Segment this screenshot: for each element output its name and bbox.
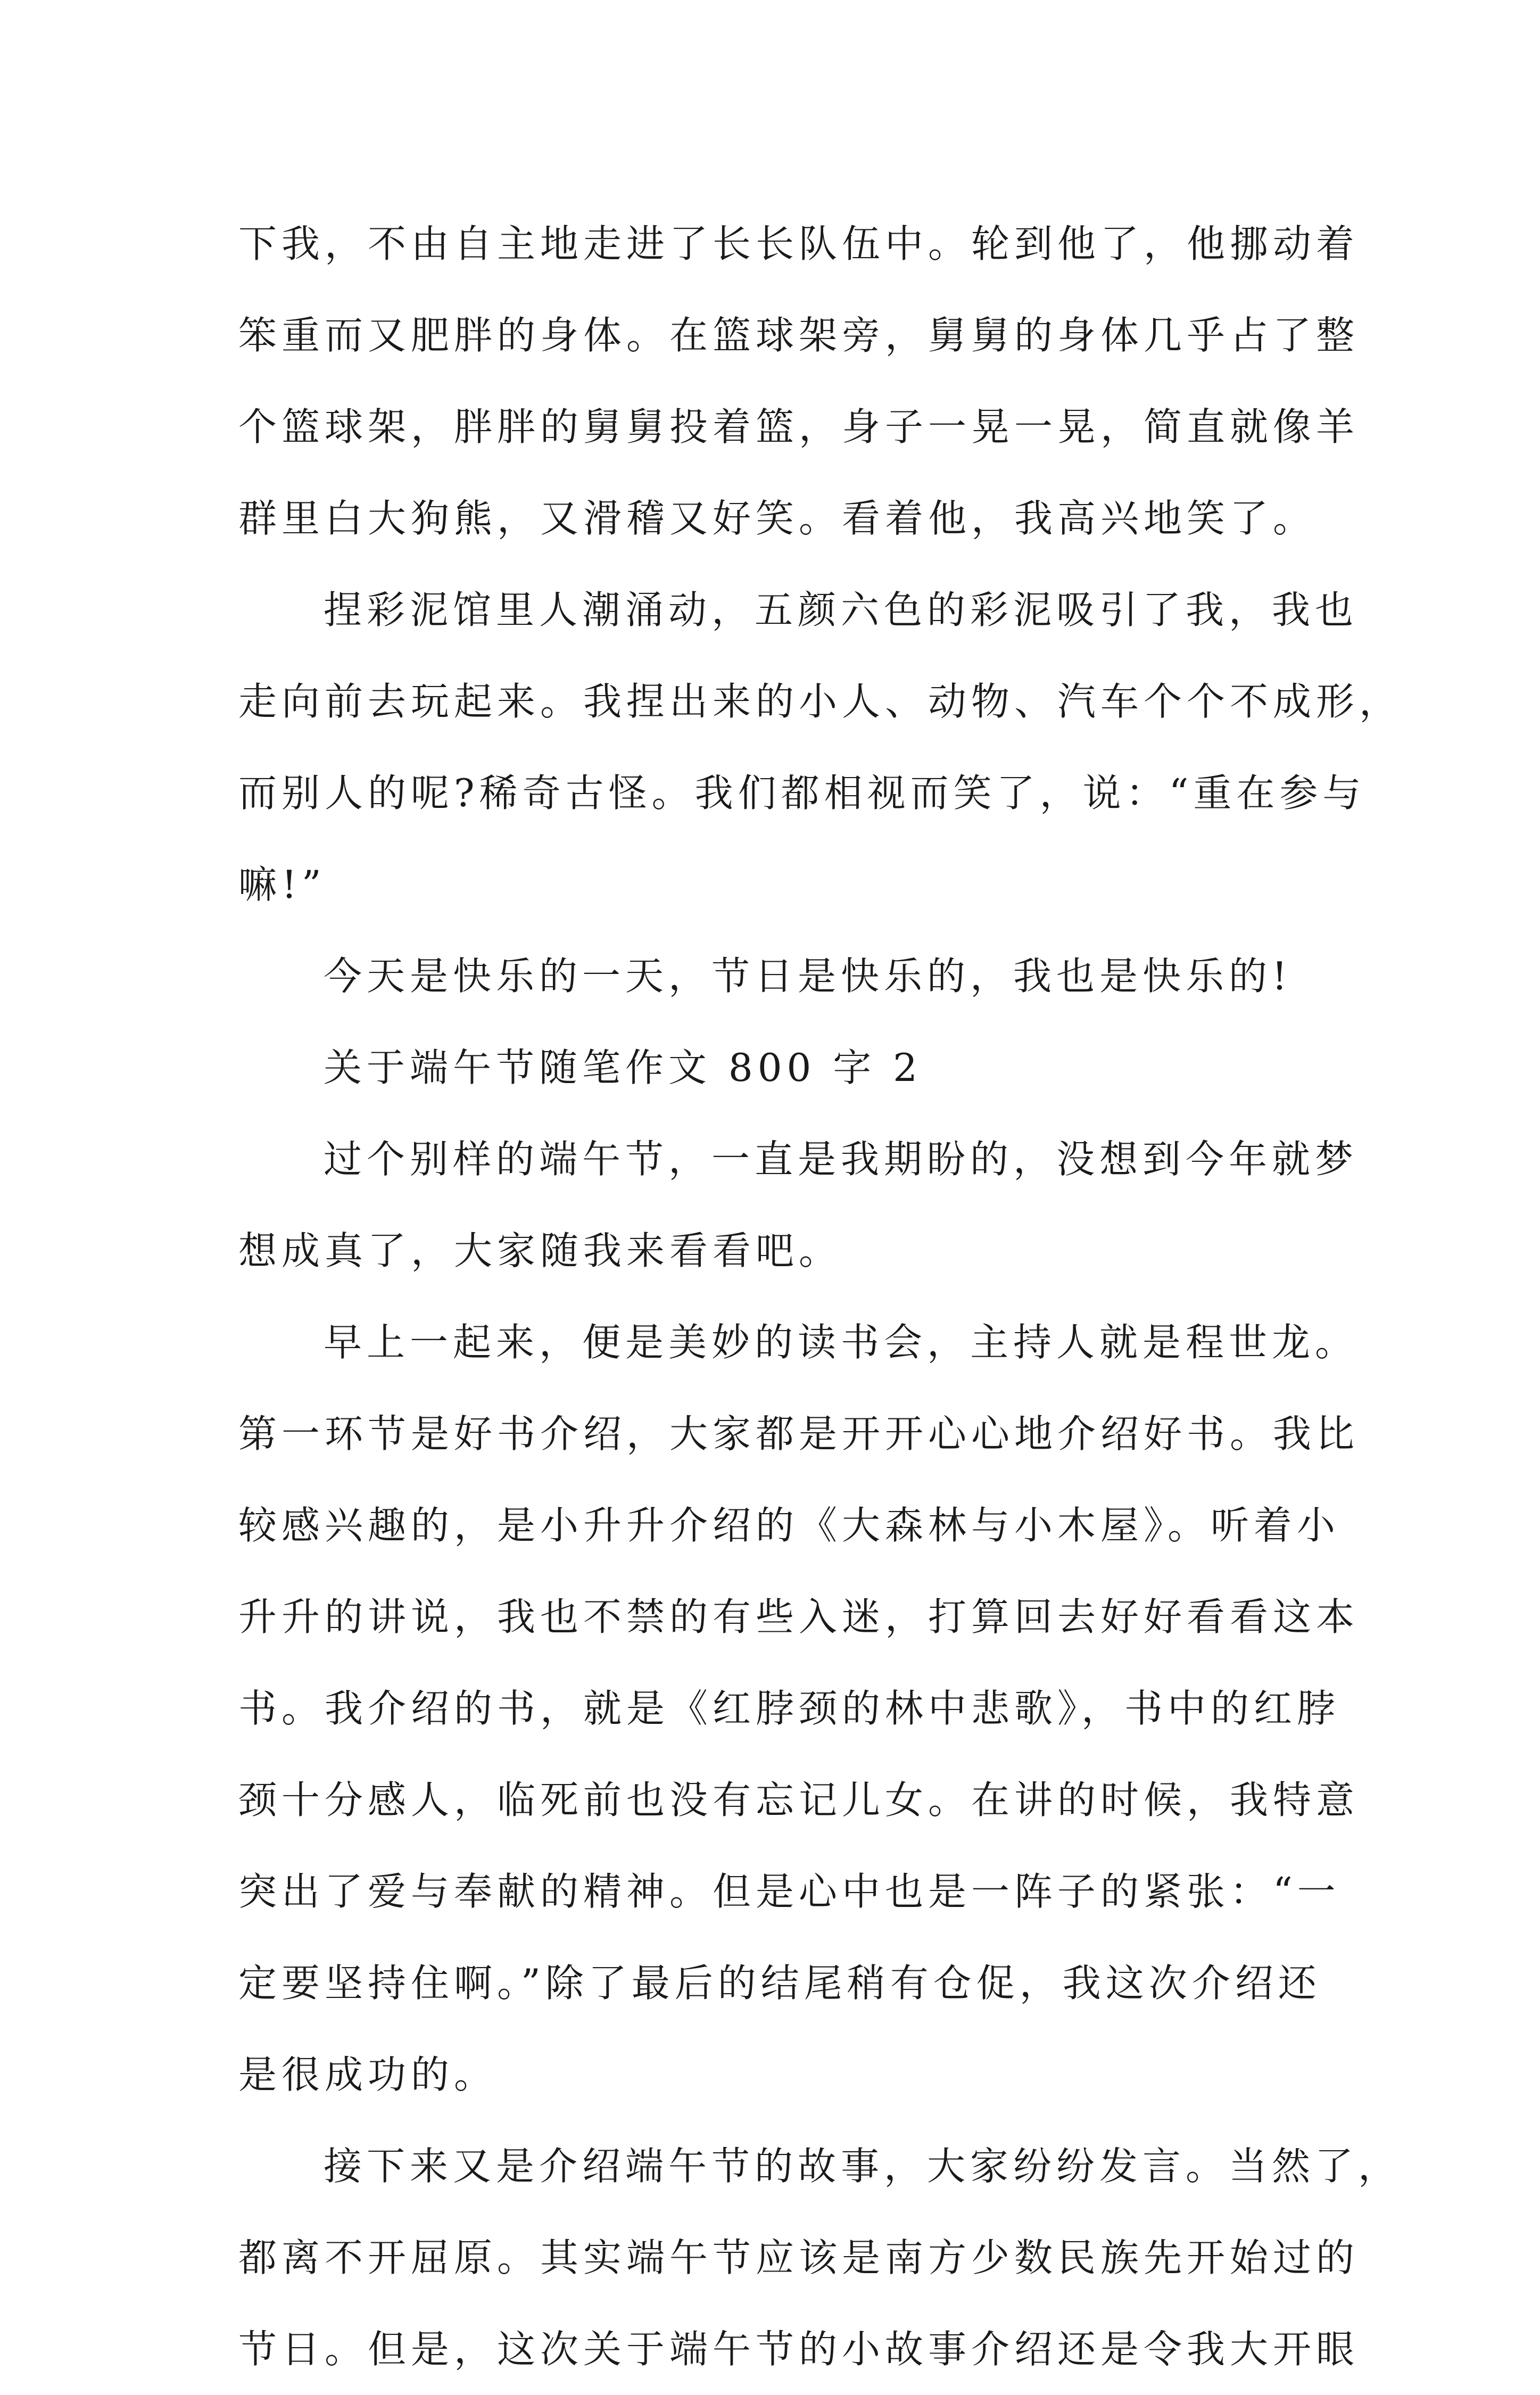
text-line: 嘛!” xyxy=(238,862,326,907)
text-line: 下我，不由自主地走进了长长队伍中。轮到他了，他挪动着 xyxy=(238,221,1360,266)
text-line: 突出了爱与奉献的精神。但是心中也是一阵子的紧张：“一 xyxy=(238,1869,1340,1914)
text-line: 颈十分感人，临死前也没有忘记儿女。在讲的时候，我特意 xyxy=(238,1778,1360,1822)
text-line: 升升的讲说，我也不禁的有些入迷，打算回去好好看看这本 xyxy=(238,1595,1360,1639)
text-line: 捏彩泥馆里人潮涌动，五颜六色的彩泥吸引了我，我也 xyxy=(324,588,1359,632)
text-line: 笨重而又肥胖的身体。在篮球架旁，舅舅的身体几乎占了整 xyxy=(238,313,1360,358)
text-line: 接下来又是介绍端午节的故事，大家纷纷发言。当然了， xyxy=(324,2144,1402,2188)
text-line: 节日。但是，这次关于端午节的小故事介绍还是令我大开眼 xyxy=(238,2327,1360,2372)
text-line: 较感兴趣的，是小升升介绍的《大森林与小木屋》。听着小 xyxy=(238,1503,1340,1548)
text-line: 而别人的呢?稀奇古怪。我们都相视而笑了，说：“重在参与 xyxy=(238,771,1366,815)
text-line: 早上一起来，便是美妙的读书会，主持人就是程世龙。 xyxy=(324,1320,1359,1365)
text-line: 走向前去玩起来。我捏出来的小人、动物、汽车个个不成形， xyxy=(238,679,1403,724)
text-line: 想成真了，大家随我来看看吧。 xyxy=(238,1228,842,1273)
text-line: 关于端午节随笔作文 800 字 2 xyxy=(324,1045,922,1090)
text-line: 群里白大狗熊，又滑稽又好笑。看着他，我高兴地笑了。 xyxy=(238,496,1317,541)
text-line: 今天是快乐的一天，节日是快乐的，我也是快乐的! xyxy=(324,954,1292,998)
text-line: 过个别样的端午节，一直是我期盼的，没想到今年就梦 xyxy=(324,1137,1359,1182)
text-line: 个篮球架，胖胖的舅舅投着篮，身子一晃一晃，简直就像羊 xyxy=(238,404,1360,449)
text-line: 第一环节是好书介绍，大家都是开开心心地介绍好书。我比 xyxy=(238,1411,1360,1456)
text-line: 书。我介绍的书，就是《红脖颈的林中悲歌》，书中的红脖 xyxy=(238,1686,1340,1731)
body-text xyxy=(238,198,1403,2395)
text-line: 是很成功的。 xyxy=(238,2052,498,2097)
text-line: 定要坚持住啊。”除了最后的结尾稍有仓促，我这次介绍还 xyxy=(238,1961,1321,2005)
text-line: 都离不开屈原。其实端午节应该是南方少数民族先开始过的 xyxy=(238,2235,1360,2280)
